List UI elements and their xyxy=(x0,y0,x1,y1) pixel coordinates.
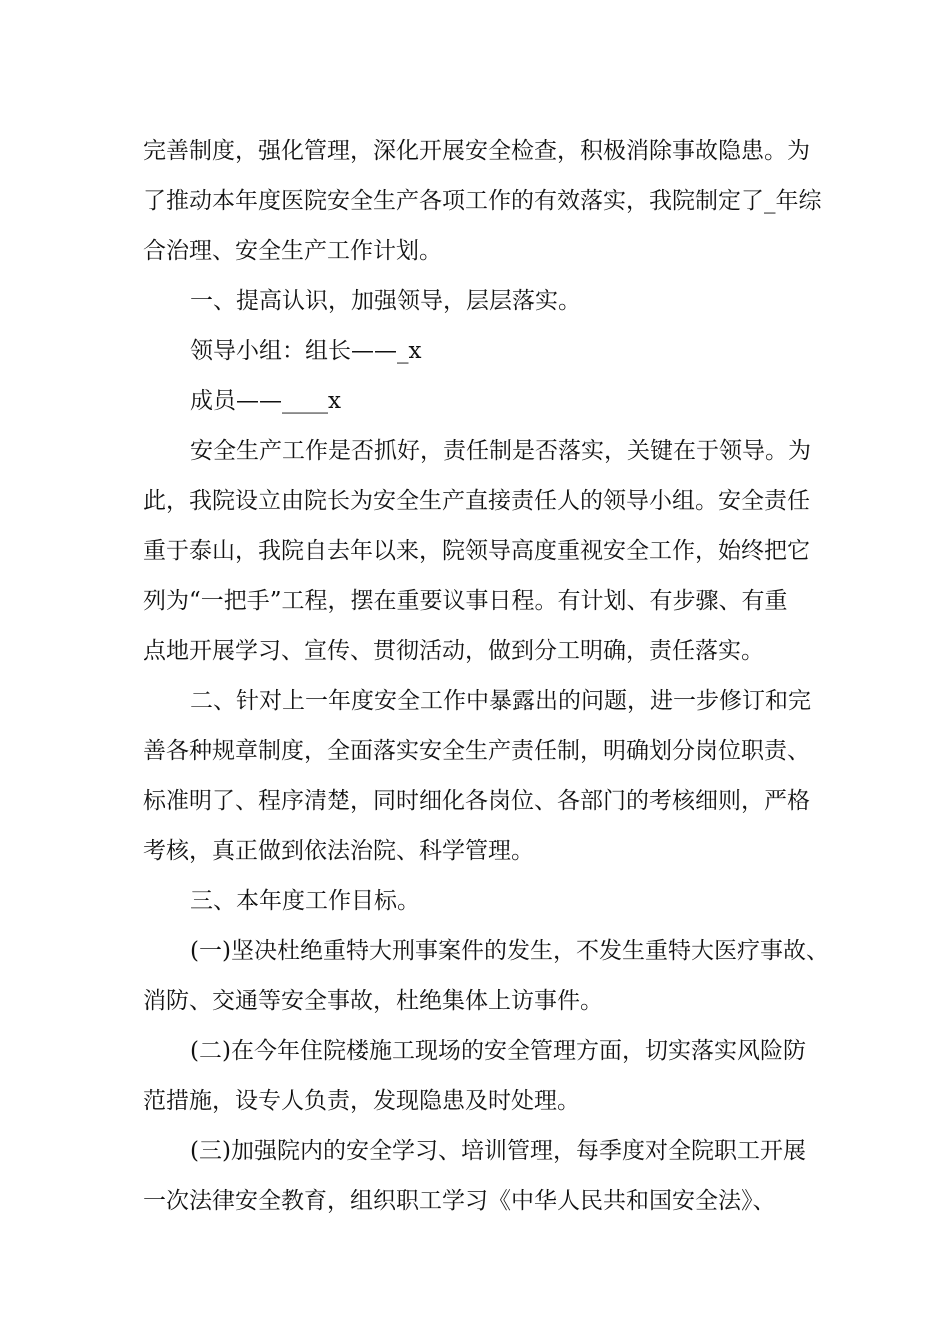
text-line: 完善制度，强化管理，深化开展安全检查，积极消除事故隐患。为 xyxy=(143,138,810,164)
text-line: 列为“一把手”工程，摆在重要议事日程。有计划、有步骤、有重 xyxy=(143,588,788,614)
text-line: 善各种规章制度，全面落实安全生产责任制，明确划分岗位职责、 xyxy=(143,738,810,764)
text-line: 成员——____x xyxy=(190,388,341,414)
text-line: 了推动本年度医院安全生产各项工作的有效落实，我院制定了_年综 xyxy=(143,188,822,214)
text-line: (一)坚决杜绝重特大刑事案件的发生，不发生重特大医疗事故、 xyxy=(190,938,829,964)
text-line: 一次法律安全教育，组织职工学习《中华人民共和国安全法》、 xyxy=(143,1188,776,1214)
text-line: 领导小组：组长——_x xyxy=(190,338,422,364)
text-line: 安全生产工作是否抓好，责任制是否落实，关键在于领导。为 xyxy=(190,438,811,464)
text-line: 标准明了、程序清楚，同时细化各岗位、各部门的考核细则，严格 xyxy=(143,788,810,814)
section-heading: 三、本年度工作目标。 xyxy=(190,888,420,914)
text-line: (二)在今年住院楼施工现场的安全管理方面，切实落实风险防 xyxy=(190,1038,806,1064)
text-line: 范措施，设专人负责，发现隐患及时处理。 xyxy=(143,1088,580,1114)
text-line: 考核，真正做到依法治院、科学管理。 xyxy=(143,838,534,864)
text-line: 此，我院设立由院长为安全生产直接责任人的领导小组。安全责任 xyxy=(143,488,810,514)
text-line: 消防、交通等安全事故，杜绝集体上访事件。 xyxy=(143,988,603,1014)
text-line: (三)加强院内的安全学习、培训管理，每季度对全院职工开展 xyxy=(190,1138,806,1164)
text-line: 重于泰山，我院自去年以来，院领导高度重视安全工作，始终把它 xyxy=(143,538,810,564)
text-line: 点地开展学习、宣传、贯彻活动，做到分工明确，责任落实。 xyxy=(143,638,764,664)
text-line: 合治理、安全生产工作计划。 xyxy=(143,238,442,264)
section-heading: 一、提高认识，加强领导，层层落实。 xyxy=(190,288,581,314)
section-heading: 二、针对上一年度安全工作中暴露出的问题，进一步修订和完 xyxy=(190,688,811,714)
